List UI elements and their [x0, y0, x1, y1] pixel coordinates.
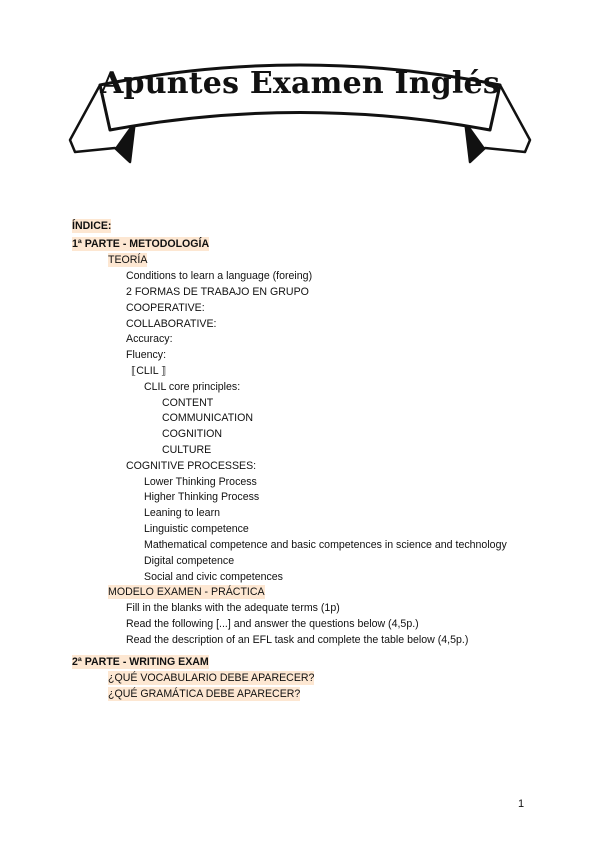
toc-item-clil[interactable]: ⟦CLIL ⟧ — [131, 365, 167, 377]
toc-item-clil-core[interactable]: CLIL core principles: — [144, 381, 241, 393]
toc-item-communication[interactable]: COMMUNICATION — [162, 412, 254, 424]
toc-item-conditions[interactable]: Conditions to learn a language (foreing) — [126, 270, 313, 282]
toc-item-higher[interactable]: Higher Thinking Process — [144, 491, 260, 503]
toc-item-cooperative[interactable]: COOPERATIVE: — [126, 302, 205, 314]
toc-heading: ÍNDICE: — [72, 220, 112, 232]
toc-item-lower[interactable]: Lower Thinking Process — [144, 476, 257, 488]
toc-teoria[interactable]: TEORÍA — [108, 254, 148, 266]
toc-item-mathematical[interactable]: Mathematical competence and basic competences in science and technology — [144, 539, 507, 551]
toc-item-accuracy[interactable]: Accuracy: — [126, 333, 173, 345]
toc-item-formas[interactable]: 2 FORMAS DE TRABAJO EN GRUPO — [126, 286, 309, 298]
toc-part2[interactable]: 2ª PARTE - WRITING EXAM — [72, 656, 209, 668]
toc-item-fluency[interactable]: Fluency: — [126, 349, 167, 361]
toc-item-collaborative[interactable]: COLLABORATIVE: — [126, 318, 217, 330]
toc-item-cognitive[interactable]: COGNITIVE PROCESSES: — [126, 460, 257, 472]
toc-modelo[interactable]: MODELO EXAMEN - PRÁCTICA — [108, 586, 265, 598]
toc-item-social[interactable]: Social and civic competences — [144, 571, 283, 583]
toc-item-read-description[interactable]: Read the description of an EFL task and complete the table below (4,5p.) — [126, 634, 469, 646]
toc-gramatica[interactable]: ¿QUÉ GRAMÁTICA DEBE APARECER? — [108, 688, 301, 700]
title-ribbon-banner — [60, 40, 540, 190]
page-number: 1 — [518, 798, 525, 810]
toc-part1[interactable]: 1ª PARTE - METODOLOGÍA — [72, 238, 210, 250]
toc-item-culture[interactable]: CULTURE — [162, 444, 212, 456]
toc-item-linguistic[interactable]: Linguistic competence — [144, 523, 249, 535]
toc-item-cognition[interactable]: COGNITION — [162, 428, 223, 440]
toc-item-content[interactable]: CONTENT — [162, 397, 214, 409]
toc-item-leaning[interactable]: Leaning to learn — [144, 507, 220, 519]
toc-vocabulario[interactable]: ¿QUÉ VOCABULARIO DEBE APARECER? — [108, 672, 315, 684]
toc-item-fill[interactable]: Fill in the blanks with the adequate terms (1p) — [126, 602, 340, 614]
page-title: Apuntes Examen Inglés — [100, 66, 500, 101]
toc-item-digital[interactable]: Digital competence — [144, 555, 235, 567]
toc-item-read-following[interactable]: Read the following [...] and answer the questions below (4,5p.) — [126, 618, 419, 630]
